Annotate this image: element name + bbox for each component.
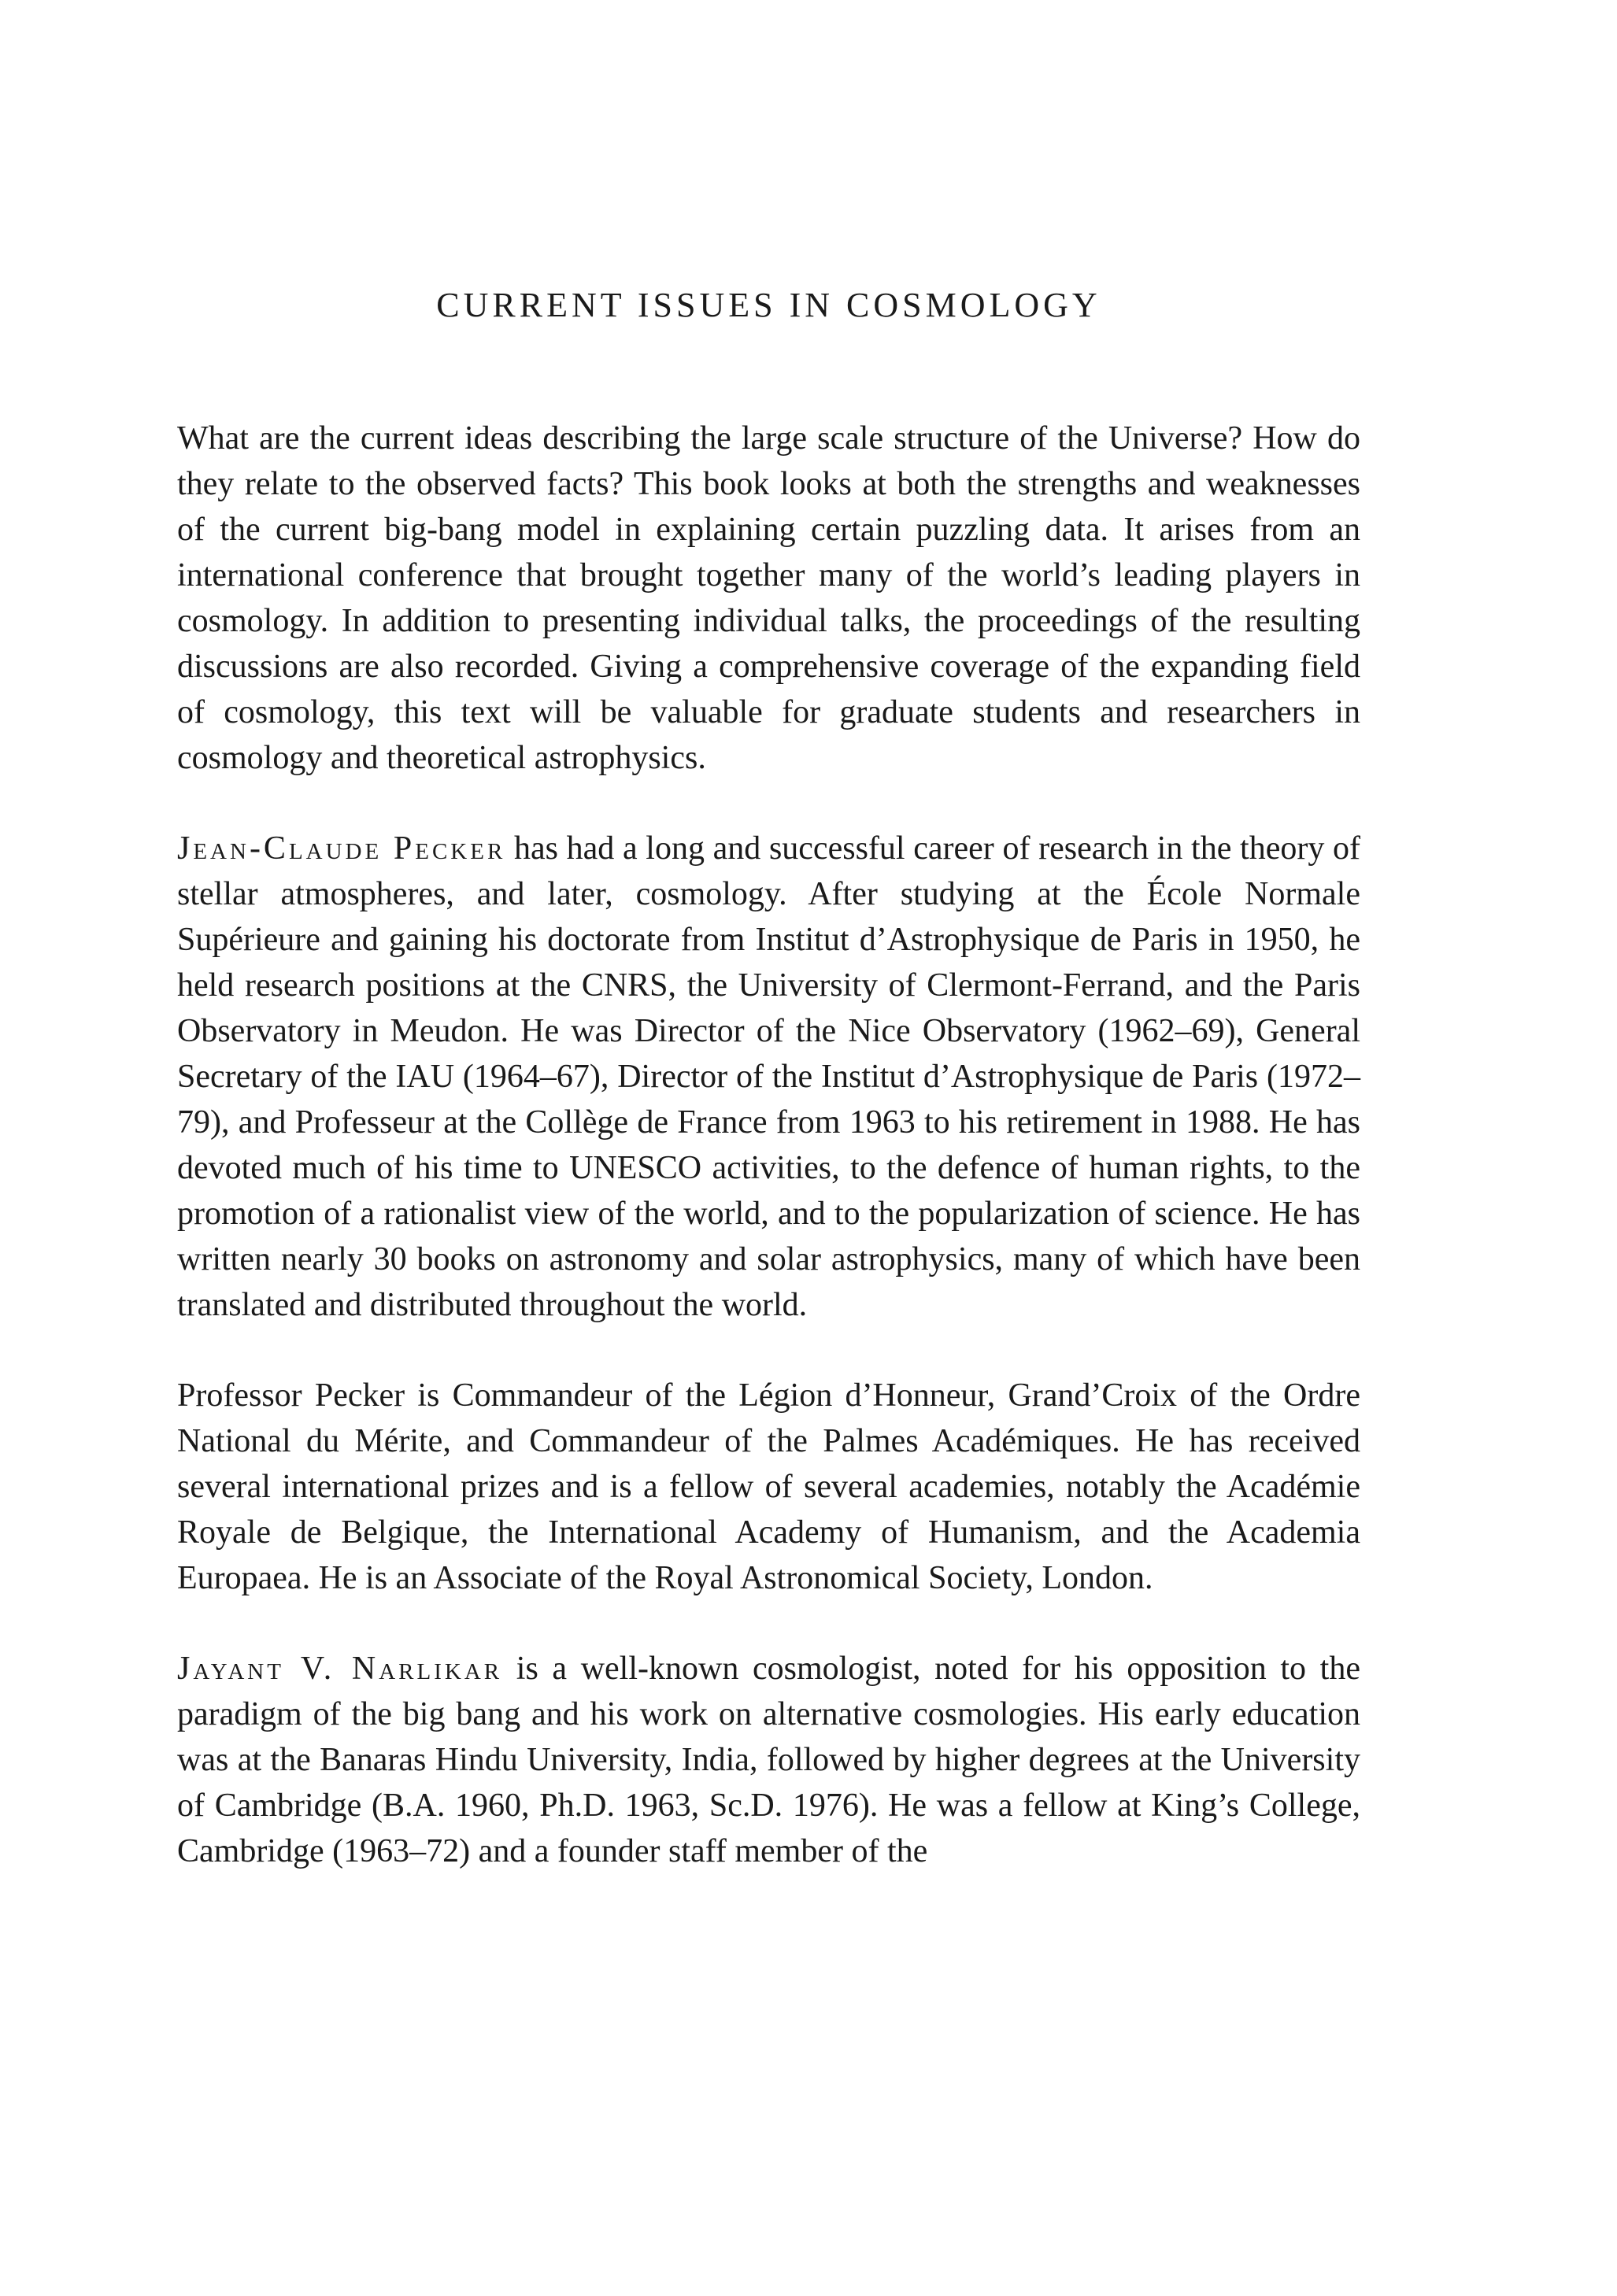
abstract-paragraph: What are the current ideas describing the large scale structure of the Universe? How do they relate to the observed facts? This book looks at both the strengths and weaknesses of the current big-bang model in explaining certain puzzling data. It arises from an international conference that brought together many of the world’s leading players in cosmology. In addition to presenting individual talks, the proceedings of the resulting discussions are also recorded. Giving a comprehensive coverage of the expanding field of cosmology, this text will be valuable for graduate students and researchers in cosmology and theoretical astrophysics.	[177, 420, 1360, 776]
narlikar-name: Jayant V. Narlikar	[177, 1651, 503, 1687]
narlikar-bio-paragraph	[177, 1646, 1360, 1874]
pecker-bio-text: has had a long and successful career of research in the theory of stellar atmospheres, and later, cosmology. After studying at the École Normale Supérieure and gaining his doctorate from Institut d’Astrophysique de Paris in 1950, he held research positions at the CNRS, the University of Clermont-Ferrand, and the Paris Observatory in Meudon. He was Director of the Nice Observatory (1962–69), General Secretary of the IAU (1964–67), Director of the Institut d’Astrophysique de Paris (1972–79), and Professeur at the Collège de France from 1963 to his retirement in 1988. He has devoted much of his time to UNESCO activities, to the defence of human rights, to the promotion of a rationalist view of the world, and to the popularization of science. He has written nearly 30 books on astronomy and solar astrophysics, many of which have been translated and distributed throughout the world.	[177, 830, 1360, 1323]
narlikar-bio-text: is a well-known cosmologist, noted for his opposition to the paradigm of the big bang and his work on alternative cosmologies. His early education was at the Banaras Hindu University, India, followed by higher degrees at the University of Cambridge (B.A. 1960, Ph.D. 1963, Sc.D. 1976). He was a fellow at King’s College, Cambridge (1963–72) and a founder staff member of the	[177, 1651, 1360, 1869]
page	[177, 0, 1360, 2296]
body-text	[177, 416, 1360, 1919]
pecker-name: Jean-Claude Pecker	[177, 830, 506, 867]
pecker-bio-paragraph	[177, 826, 1360, 1328]
page-title: CURRENT ISSUES IN COSMOLOGY	[436, 286, 1101, 324]
pecker-honours-paragraph: Professor Pecker is Commandeur of the Légion d’Honneur, Grand’Croix of the Ordre National du Mérite, and Commandeur of the Palmes Académiques. He has received several international prizes and is a fellow of several academies, notably the Académie Royale de Belgique, the International Academy of Humanism, and the Academia Europaea. He is an Associate of the Royal Astronomical Society, London.	[177, 1377, 1360, 1596]
